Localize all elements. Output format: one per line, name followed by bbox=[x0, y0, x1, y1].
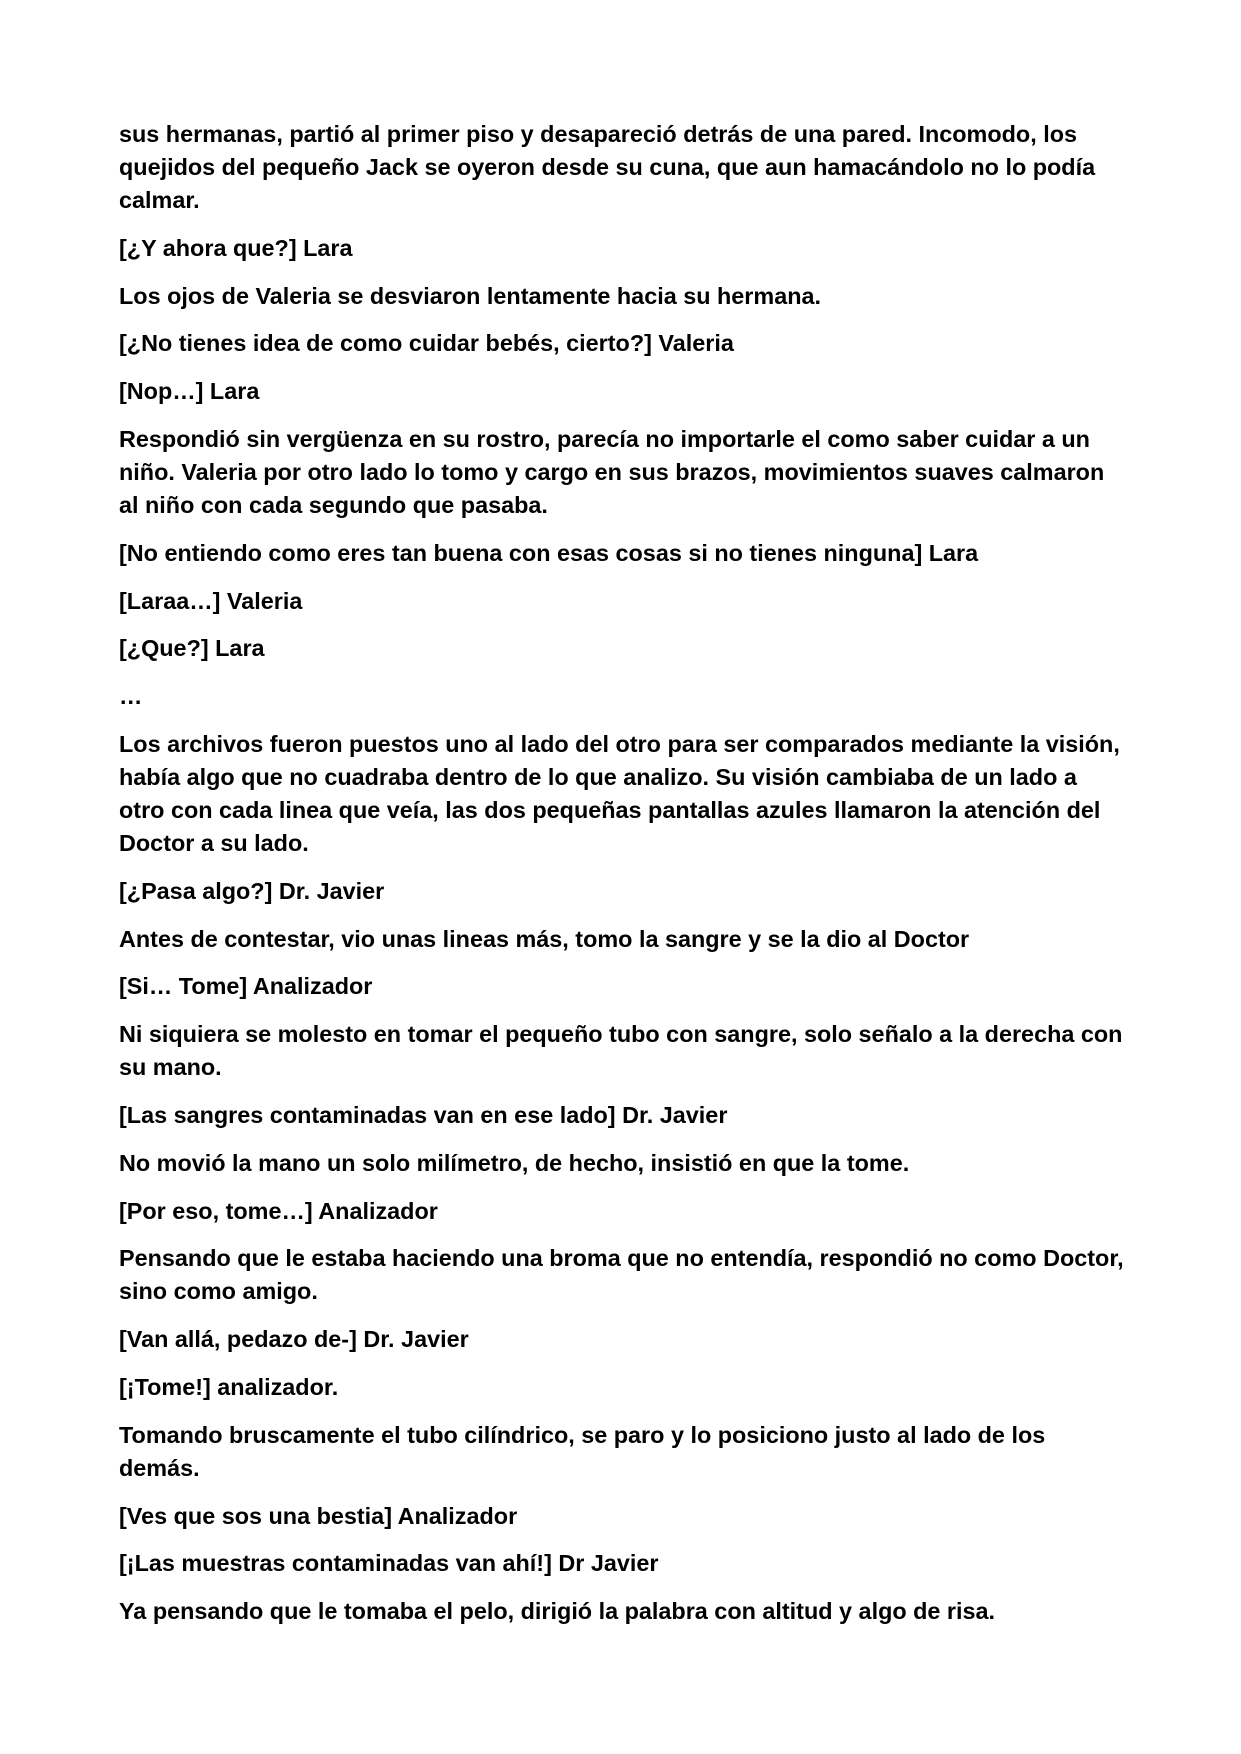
paragraph-narration: Pensando que le estaba haciendo una broma que no entendía, respondió no como Doctor, sino como amigo. bbox=[119, 1245, 1124, 1305]
paragraph-narration: Los archivos fueron puestos uno al lado del otro para ser comparados mediante la visión, había algo que no cuadraba dentro de lo que analizo. Su visión cambiaba de un lado a otro con cada linea que veía, las dos pequeñas pantallas azules llamaron la atención del Doctor a su lado. bbox=[119, 730, 1120, 856]
scene-break: … bbox=[119, 683, 143, 710]
paragraph-narration: Antes de contestar, vio unas lineas más, tomo la sangre y se la dio al Doctor bbox=[119, 925, 970, 952]
paragraph-dialogue: [¡Tome!] analizador. bbox=[119, 1373, 339, 1400]
paragraph-dialogue: [Las sangres contaminadas van en ese lado] Dr. Javier bbox=[119, 1101, 728, 1128]
paragraph-narration: Tomando bruscamente el tubo cilíndrico, se paro y lo posiciono justo al lado de los demás. bbox=[119, 1421, 1046, 1481]
paragraph-dialogue: [Laraa…] Valeria bbox=[119, 587, 303, 614]
paragraph-dialogue: [No entiendo como eres tan buena con esas cosas si no tienes ninguna] Lara bbox=[119, 539, 979, 566]
paragraph-dialogue: [Por eso, tome…] Analizador bbox=[119, 1197, 438, 1224]
paragraph-dialogue: [Nop…] Lara bbox=[119, 378, 260, 405]
paragraph-narration: Ni siquiera se molesto en tomar el pequeño tubo con sangre, solo señalo a la derecha con su mano. bbox=[119, 1021, 1123, 1081]
paragraph-narration: No movió la mano un solo milímetro, de hecho, insistió en que la tome. bbox=[119, 1149, 910, 1176]
document-body bbox=[119, 118, 1126, 1628]
paragraph-dialogue: [¡Las muestras contaminadas van ahí!] Dr Javier bbox=[119, 1550, 659, 1577]
paragraph-narration: Respondió sin vergüenza en su rostro, parecía no importarle el como saber cuidar a un niño. Valeria por otro lado lo tomo y cargo en sus brazos, movimientos suaves calmaron al niño con cada segundo que pasaba. bbox=[119, 425, 1105, 518]
paragraph-narration: sus hermanas, partió al primer piso y desapareció detrás de una pared. Incomodo, los quejidos del pequeño Jack se oyeron desde su cuna, que aun hamacándolo no lo podía calmar. bbox=[119, 121, 1096, 213]
paragraph-dialogue: [¿Y ahora que?] Lara bbox=[119, 234, 353, 261]
paragraph-dialogue: [Van allá, pedazo de-] Dr. Javier bbox=[119, 1326, 469, 1353]
paragraph-dialogue: [¿Que?] Lara bbox=[119, 635, 265, 662]
paragraph-narration: Ya pensando que le tomaba el pelo, dirigió la palabra con altitud y algo de risa. bbox=[119, 1598, 996, 1625]
paragraph-dialogue: [Si… Tome] Analizador bbox=[119, 973, 373, 1000]
paragraph-dialogue: [Ves que sos una bestia] Analizador bbox=[119, 1502, 518, 1529]
paragraph-dialogue: [¿Pasa algo?] Dr. Javier bbox=[119, 877, 385, 904]
paragraph-narration: Los ojos de Valeria se desviaron lentamente hacia su hermana. bbox=[119, 282, 822, 309]
paragraph-dialogue: [¿No tienes idea de como cuidar bebés, cierto?] Valeria bbox=[119, 330, 734, 357]
